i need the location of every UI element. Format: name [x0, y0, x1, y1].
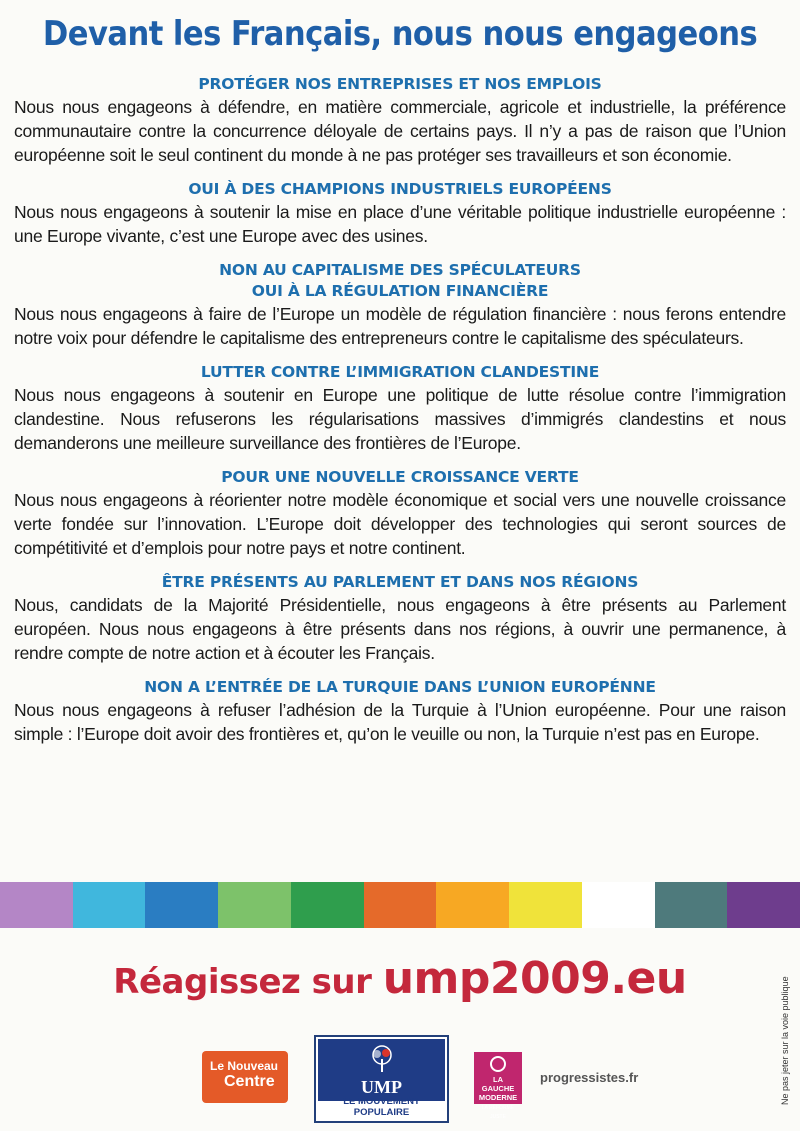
gauche-moderne-tagline: LA RÉFORME JUSTE	[481, 1105, 515, 1120]
color-band	[0, 882, 800, 928]
gauche-moderne-logo	[474, 1052, 522, 1120]
commitments-list	[14, 74, 786, 758]
section-title	[14, 74, 786, 95]
ump-name: UMP	[361, 1077, 402, 1097]
section-text: Nous, candidats de la Majorité Présidentielle, nous engageons à être présents au Parlement européen. Nous nous engageons à être présents dans nos régions, à ouvrir une permanence, à rendre compte de notre action et à écouter les Français.	[14, 595, 786, 663]
commitment-section	[14, 677, 786, 746]
color-swatch	[73, 882, 146, 928]
section-title	[14, 260, 786, 302]
ump-logo	[314, 1035, 449, 1123]
tree-icon	[367, 1045, 397, 1073]
color-swatch	[0, 882, 73, 928]
color-swatch	[218, 882, 291, 928]
section-title-line: NON AU CAPITALISME DES SPÉCULATEURS	[219, 261, 581, 279]
section-title	[14, 572, 786, 593]
call-to-action	[0, 953, 800, 1004]
section-text: Nous nous engageons à défendre, en matière commerciale, agricole et industrielle, la préférence communautaire contre la concurrence déloyale de certains pays. Il n’y a pas de raison que l’Union européenne soit le seul continent du monde à ne pas protéger ses travailleurs et son économie.	[14, 97, 786, 165]
partner-logos	[0, 1030, 800, 1125]
commitment-section	[14, 467, 786, 560]
gauche-moderne-line1: LA GAUCHE	[481, 1075, 515, 1093]
commitment-section	[14, 179, 786, 248]
section-title-line: NON A L’ENTRÉE DE LA TURQUIE DANS L’UNION EUROPÉNNE	[144, 678, 656, 696]
cta-prefix: Réagissez sur	[113, 962, 383, 1002]
section-title-line: OUI À LA RÉGULATION FINANCIÈRE	[251, 282, 549, 300]
section-title-line: POUR UNE NOUVELLE CROISSANCE VERTE	[221, 468, 579, 486]
color-swatch	[655, 882, 728, 928]
nouveau-centre-line2: Centre	[224, 1073, 275, 1090]
page-title: Devant les Français, nous nous engageons	[42, 14, 758, 54]
section-text: Nous nous engageons à soutenir la mise en place d’une véritable politique industrielle européenne : une Europe vivante, c’est une Europe avec des usines.	[14, 202, 786, 246]
color-swatch	[291, 882, 364, 928]
section-title-line: PROTÉGER NOS ENTREPRISES ET NOS EMPLOIS	[198, 75, 602, 93]
nouveau-centre-line1: Le Nouveau	[210, 1059, 279, 1073]
section-title-line: OUI À DES CHAMPIONS INDUSTRIELS EUROPÉENS	[188, 180, 612, 198]
section-text: Nous nous engageons à faire de l’Europe un modèle de régulation financière : nous ferons entendre notre voix pour défendre le capitalisme des entrepreneurs contre le capitalisme des spéculateurs.	[14, 304, 786, 348]
section-text: Nous nous engageons à refuser l’adhésion de la Turquie à l’Union européenne. Pour une raison simple : l’Europe doit avoir des frontières et, qu’on le veuille ou non, la Turquie n’est pas en Europe.	[14, 700, 786, 744]
gauche-moderne-line2: MODERNE	[478, 1093, 518, 1102]
section-title	[14, 677, 786, 698]
circle-icon	[490, 1056, 506, 1072]
color-swatch	[727, 882, 800, 928]
section-title	[14, 362, 786, 383]
ump-emblem	[318, 1039, 445, 1101]
section-title-line: LUTTER CONTRE L’IMMIGRATION CLANDESTINE	[200, 363, 600, 381]
section-title	[14, 467, 786, 488]
color-swatch	[436, 882, 509, 928]
commitment-section	[14, 362, 786, 455]
color-swatch	[509, 882, 582, 928]
commitment-section	[14, 572, 786, 665]
color-swatch	[582, 882, 655, 928]
commitment-section	[14, 74, 786, 167]
section-text: Nous nous engageons à réorienter notre modèle économique et social vers une nouvelle croissance verte fondée sur l’innovation. L’Europe doit développer des technologies qui seront sources de compétitivité et d’emplois pour notre pays et notre continent.	[14, 490, 786, 558]
section-title-line: ÊTRE PRÉSENTS AU PARLEMENT ET DANS NOS RÉGIONS	[161, 573, 639, 591]
cta-url-link[interactable]: ump2009.eu	[382, 953, 687, 1004]
section-title	[14, 179, 786, 200]
ump-subtitle: LE MOUVEMENT POPULAIRE	[343, 1096, 420, 1118]
commitment-section	[14, 260, 786, 350]
color-swatch	[364, 882, 437, 928]
section-text: Nous nous engageons à soutenir en Europe une politique de lutte résolue contre l’immigration clandestine. Nous refuserons les régularisations massives d’immigrés clandestins et nous demanderons une meilleure surveillance des frontières de l’Europe.	[14, 385, 786, 453]
progressistes-logo: progressistes.fr	[540, 1070, 639, 1085]
nouveau-centre-logo	[202, 1051, 288, 1103]
color-swatch	[145, 882, 218, 928]
disposal-notice: Ne pas jeter sur la voie publique	[780, 976, 790, 1105]
